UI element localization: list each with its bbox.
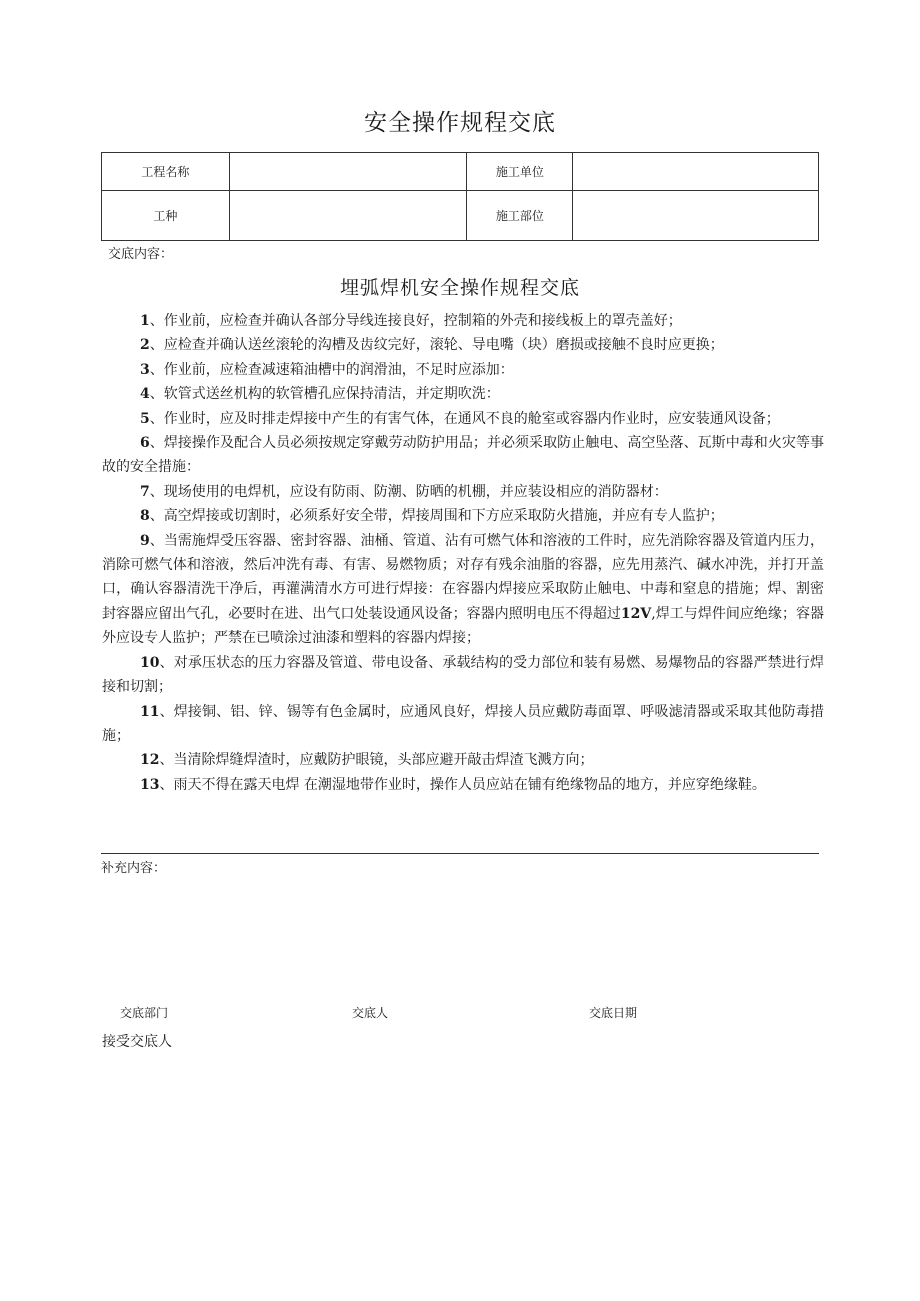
info-table xyxy=(101,152,819,241)
construction-unit-label: 施工单位 xyxy=(467,153,573,191)
rules-list xyxy=(102,309,824,797)
rule-item: 8、高空焊接或切割时，必须系好安全带，焊接周围和下方应采取防火措施，并应有专人监护； xyxy=(140,508,724,525)
work-type-label: 工种 xyxy=(102,191,230,241)
supplement-label: 补充内容： xyxy=(101,861,167,876)
subject-label: 交底内容： xyxy=(108,247,174,262)
rule-item: 4、软管式送丝机构的软管槽孔应保持清洁，并定期吹洗： xyxy=(140,386,500,403)
project-name-label: 工程名称 xyxy=(102,153,230,191)
presenter-label: 交底人 xyxy=(352,1006,389,1020)
info-row-project xyxy=(102,153,819,191)
rule-item: 2、应检查并确认送丝滚轮的沟槽及齿纹完好，滚轮、导电嘴（块）磨损或接触不良时应更换； xyxy=(140,337,724,354)
rule-item: 9、当需施焊受压容器、密封容器、油桶、管道、沾有可燃气体和溶液的工件时，应先消除容器及管道内压力，消除可燃气体和溶液，然后冲洗有毒、有害、易燃物质；对存有残余油脂的容器，应先用蒸汽、碱水冲洗，并打开盖口，确认容器清洗干净后，再灌满清水方可进行焊接：在容器内焊接应采取防止触电、中毒和窒息的措施；焊、割密封容器应留出气孔，必要时在进、出气口处装设通风设备；容器内照明电压不得超过12V,焊工与焊件间应绝缘；容器外应设专人监护；严禁在已喷涂过油漆和塑料的容器内焊接； xyxy=(102,532,825,647)
rule-item: 11、焊接铜、铝、锌、锡等有色金属时，应通风良好，焊接人员应戴防毒面罩、呼吸滤清器或采取其他防毒措施； xyxy=(102,703,824,744)
section-subtitle: 埋弧焊机安全操作规程交底 xyxy=(339,277,580,299)
rule-item: 13、雨天不得在露天电焊 在潮湿地带作业时，操作人员应站在铺有绝缘物品的地方，并应穿绝缘鞋。 xyxy=(140,776,766,793)
project-name-field[interactable] xyxy=(229,153,467,191)
work-type-field[interactable] xyxy=(229,191,467,241)
rule-item: 12、当清除焊缝焊渣时，应戴防护眼镜，头部应避开敲击焊渣飞溅方向； xyxy=(140,752,594,769)
rule-item: 5、作业时，应及时排走焊接中产生的有害气体，在通风不良的舱室或容器内作业时，应安装通风设备； xyxy=(140,410,780,427)
section-divider xyxy=(101,853,819,854)
info-row-work xyxy=(102,191,819,241)
construction-unit-field[interactable] xyxy=(573,153,819,191)
rule-item: 7、现场使用的电焊机，应设有防雨、防潮、防晒的机棚，并应装设相应的消防器材： xyxy=(140,483,668,500)
construction-part-label: 施工部位 xyxy=(467,191,573,241)
receiver-label: 接受交底人 xyxy=(102,1034,172,1050)
department-label: 交底部门 xyxy=(120,1006,169,1020)
rule-item: 1、作业前，应检查并确认各部分导线连接良好，控制箱的外壳和接线板上的罩壳盖好； xyxy=(140,313,682,329)
date-label: 交底日期 xyxy=(589,1006,638,1020)
rule-item: 10、对承压状态的压力容器及管道、带电设备、承载结构的受力部位和装有易燃、易爆物品的容器严禁进行焊接和切割； xyxy=(102,654,824,696)
document-title: 安全操作规程交底 xyxy=(364,110,556,136)
construction-part-field[interactable] xyxy=(573,191,819,241)
rule-item: 3、作业前，应检查减速箱油槽中的润滑油，不足时应添加： xyxy=(140,361,514,378)
rule-item: 6、焊接操作及配合人员必须按规定穿戴劳动防护用品；并必须采取防止触电、高空坠落、瓦斯中毒和火灾等事故的安全措施： xyxy=(102,435,824,476)
